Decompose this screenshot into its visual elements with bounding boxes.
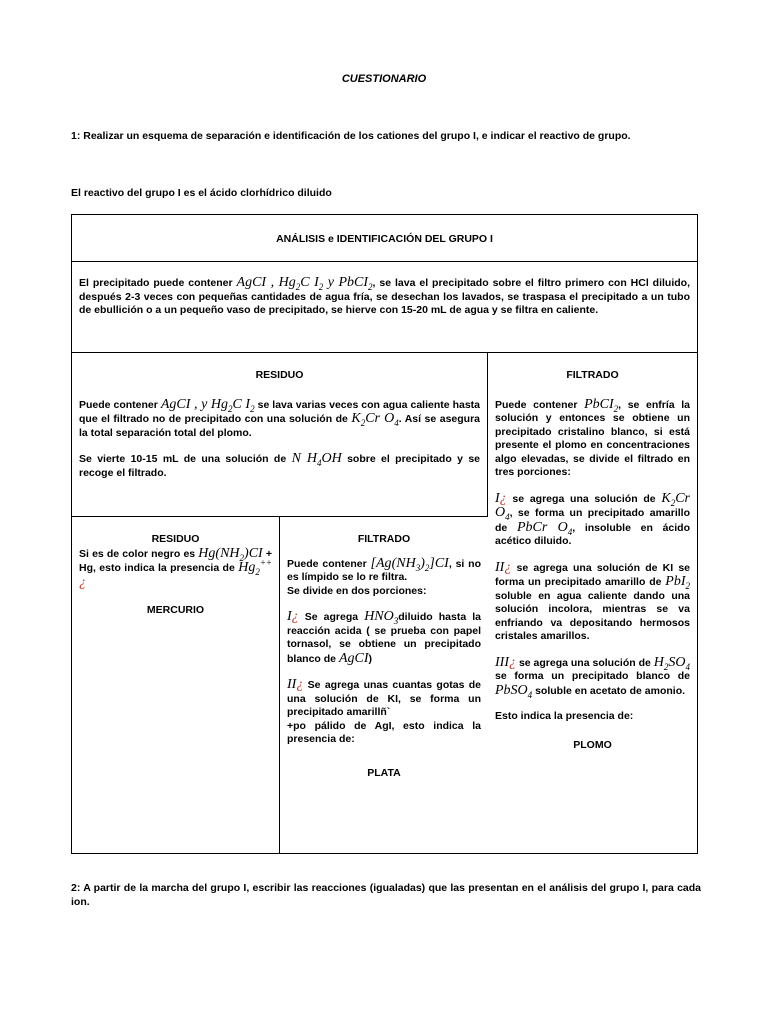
sub-filtrado-result: PLATA — [367, 766, 401, 779]
residuo-paragraph-1: Puede contener AgCI , y $Hg_2C$ $I_2$ se lava varias veces con agua caliente hasta que el filtrado no de precipitado con una solución de $K_2Cr$ $O_4$. Así se asegura la total separación total del plomo. — [79, 396, 481, 439]
table-header — [72, 215, 697, 262]
sub-residuo-cell — [72, 517, 280, 853]
residuo-paragraph-2: Se vierte 10-15 mL de una solución de N $H_4OH$ sobre el precipitado y se recoge el filtrado. — [79, 451, 481, 479]
residuo-cell — [72, 353, 488, 517]
page-title: CUESTIONARIO — [341, 73, 427, 85]
intro-paragraph: El precipitado puede contener AgCI , $Hg_2C$ $I_2$ y PbCI$_2$, se lava el precipitado sobre el filtro primero con HCl diluido, después 2-3 veces con pequeñas cantidades de agua fría, se desechan los lavados, se traspasa el precipitado a un tubo de ebullición o a un pequeño vaso de precipitado, se hierve con 15-20 mL de agua y se filtra en caliente. — [72, 262, 697, 353]
sub-filtrado-portion-i: I¿ Se agrega $HNO_3diluido$ hasta la reacción acida ( se prueba con papel tornasol, se obtiene un precipitado blanco de AgCI) — [287, 609, 481, 666]
sub-filtrado-header: FILTRADO — [357, 533, 411, 545]
filtrado-portion-iii: III¿ se agrega una solución de $H_2SO_4$ se forma un precipitado blanco de PbSO$_4$ soluble en acetato de amonio. — [495, 654, 691, 700]
sub-filtrado-divide: Se divide en dos porciones: — [287, 584, 427, 597]
filtrado-indica: Esto indica la presencia de: — [495, 710, 634, 722]
filtrado-portion-ii: II¿ se agrega una solución de KI se forma un precipitado amarillo de PbI$_2$ soluble en agua caliente dando una solución incolora, mientras se va enfriando va depositando hermosos cristales amarillos. — [495, 559, 691, 642]
filtrado-result: PLOMO — [573, 738, 612, 751]
residuo-header: RESIDUO — [255, 369, 304, 381]
analysis-table — [71, 214, 698, 854]
sub-residuo-result: MERCURIO — [146, 604, 205, 616]
question-2: 2: A partir de la marcha del grupo I, escribir las reacciones (igualadas) que las presentan en el análisis del grupo I, para cada ion. — [71, 882, 701, 908]
sub-residuo-header: RESIDUO — [151, 533, 200, 545]
filtrado-paragraph: Puede contener PbCI$_2$, se enfría la solución y entonces se obtiene un precipitado cristalino blanco, si está presente el plomo en concentraciones algo elevadas, se divide el filtrado en tres porciones: — [495, 396, 690, 478]
sub-filtrado-paragraph: Puede contener $[Ag(NH_3)_2]CI$, si no es límpido se lo re filtra. — [287, 555, 481, 583]
filtrado-cell — [489, 353, 697, 853]
sub-filtrado-cell — [281, 517, 488, 853]
filtrado-header: FILTRADO — [566, 369, 619, 381]
filtrado-portion-i: I¿ se agrega una solución de $K_2Cr$ $O_4$, se forma un precipitado amarillo de PbCr $O_4$, insoluble en ácido acético diluido. — [495, 490, 690, 547]
table-header-label: ANÁLISIS e IDENTIFICACIÓN DEL GRUPO I — [276, 233, 493, 245]
sub-residuo-paragraph: Si es de color negro es $Hg(NH_2)CI + Hg$, esto indica la presencia de $Hg_2^{++}¿$ — [79, 545, 272, 590]
sub-filtrado-portion-ii: II¿ Se agrega unas cuantas gotas de una solución de KI, se forma un precipitado amarillñ` +po pálido de AgI, esto indica la presencia de: — [287, 677, 481, 745]
question-1: 1: Realizar un esquema de separación e identificación de los cationes del grupo I, e indicar el reactivo de grupo. — [71, 130, 631, 142]
group-reagent-text: El reactivo del grupo I es el ácido clorhídrico diluido — [71, 187, 332, 199]
